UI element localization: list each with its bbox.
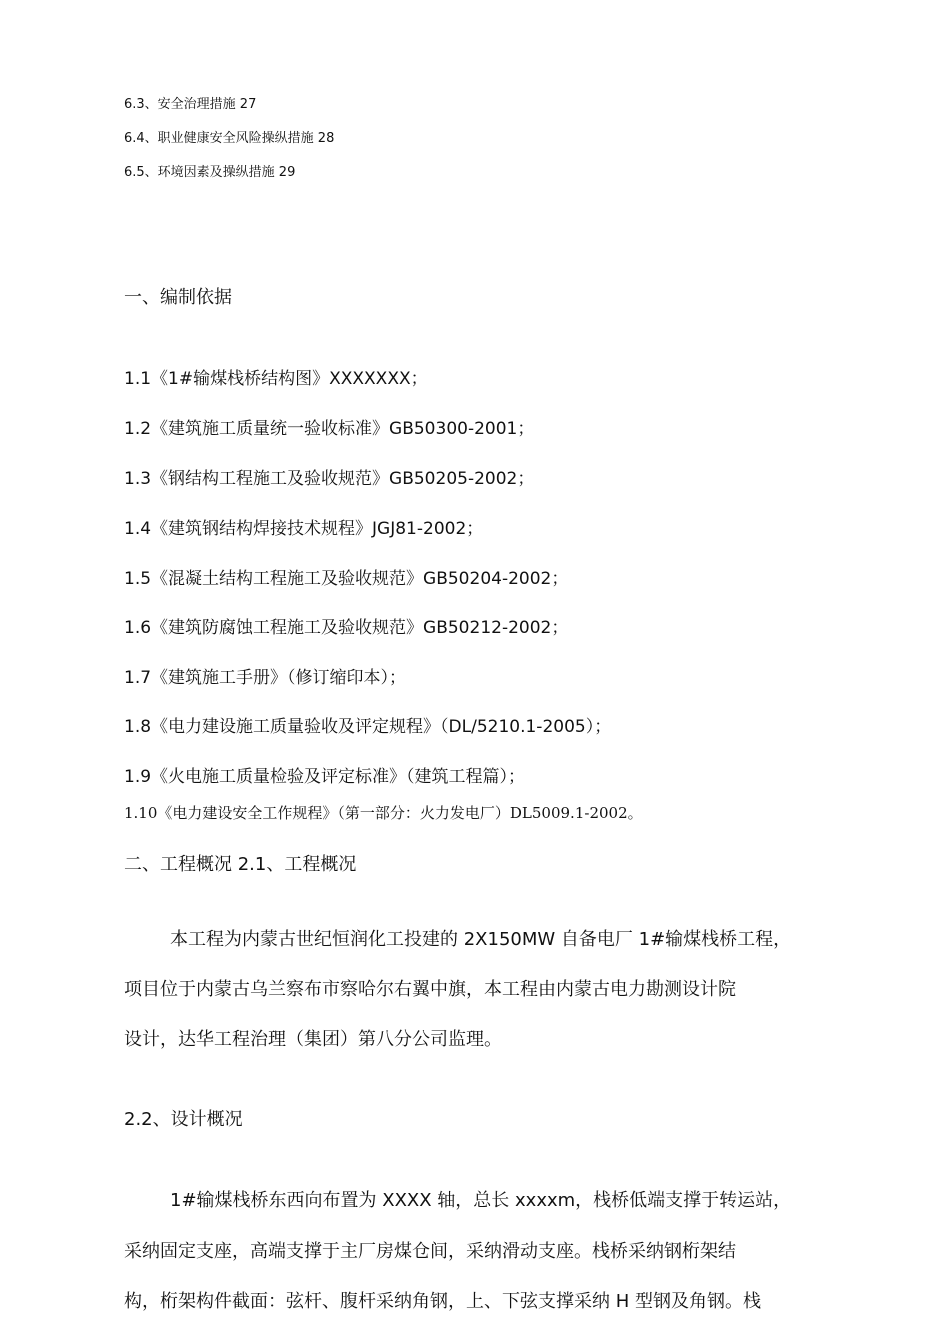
paragraph-line: 采纳固定支座，高端支撑于主厂房煤仓间，采纳滑动支座。栈桥采纳钢桁架结 (124, 1241, 736, 1262)
toc-entry[interactable]: 6.3、安全治理措施 27 (124, 97, 257, 112)
reference-item: 1.7《建筑施工手册》（修订缩印本）； (124, 668, 407, 688)
paragraph-line: 设计，达华工程治理（集团）第八分公司监理。 (124, 1029, 502, 1050)
paragraph-line: 1#输煤栈桥东西向布置为 XXXX 轴，总长 xxxxm，栈桥低端支撑于转运站， (170, 1190, 792, 1211)
paragraph-line: 构，桁架构件截面：弦杆、腹杆采纳角钢，上、下弦支撑采纳 H 型钢及角钢。栈 (124, 1291, 761, 1312)
reference-item: 1.9《火电施工质量检验及评定标准》（建筑工程篇）； (124, 767, 526, 787)
reference-item: 1.4《建筑钢结构焊接技术规程》JGJ81-2002； (124, 519, 484, 539)
toc-entry[interactable]: 6.5、环境因素及操纵措施 29 (124, 165, 296, 180)
toc-entry[interactable]: 6.4、职业健康安全风险操纵措施 28 (124, 131, 335, 146)
reference-item: 1.3《钢结构工程施工及验收规范》GB50205-2002； (124, 469, 535, 489)
section-heading: 一、编制依据 (124, 287, 232, 308)
reference-item: 1.5《混凝土结构工程施工及验收规范》GB50204-2002； (124, 569, 569, 589)
reference-item: 1.1《1#输煤栈桥结构图》XXXXXXX； (124, 369, 428, 389)
section-heading: 二、工程概况 2.1、工程概况 (124, 854, 357, 875)
reference-item: 1.10《电力建设安全工作规程》（第一部分：火力发电厂）DL5009.1-2002。 (124, 804, 643, 822)
reference-item: 1.2《建筑施工质量统一验收标准》GB50300-2001； (124, 419, 535, 439)
reference-item: 1.6《建筑防腐蚀工程施工及验收规范》GB50212-2002； (124, 618, 569, 638)
paragraph-line: 项目位于内蒙古乌兰察布市察哈尔右翼中旗，本工程由内蒙古电力勘测设计院 (124, 979, 736, 1000)
subsection-heading: 2.2、设计概况 (124, 1109, 243, 1130)
reference-item: 1.8《电力建设施工质量验收及评定规程》（DL/5210.1-2005）； (124, 717, 612, 737)
paragraph-line: 本工程为内蒙古世纪恒润化工投建的 2X150MW 自备电厂 1#输煤栈桥工程， (170, 929, 792, 950)
